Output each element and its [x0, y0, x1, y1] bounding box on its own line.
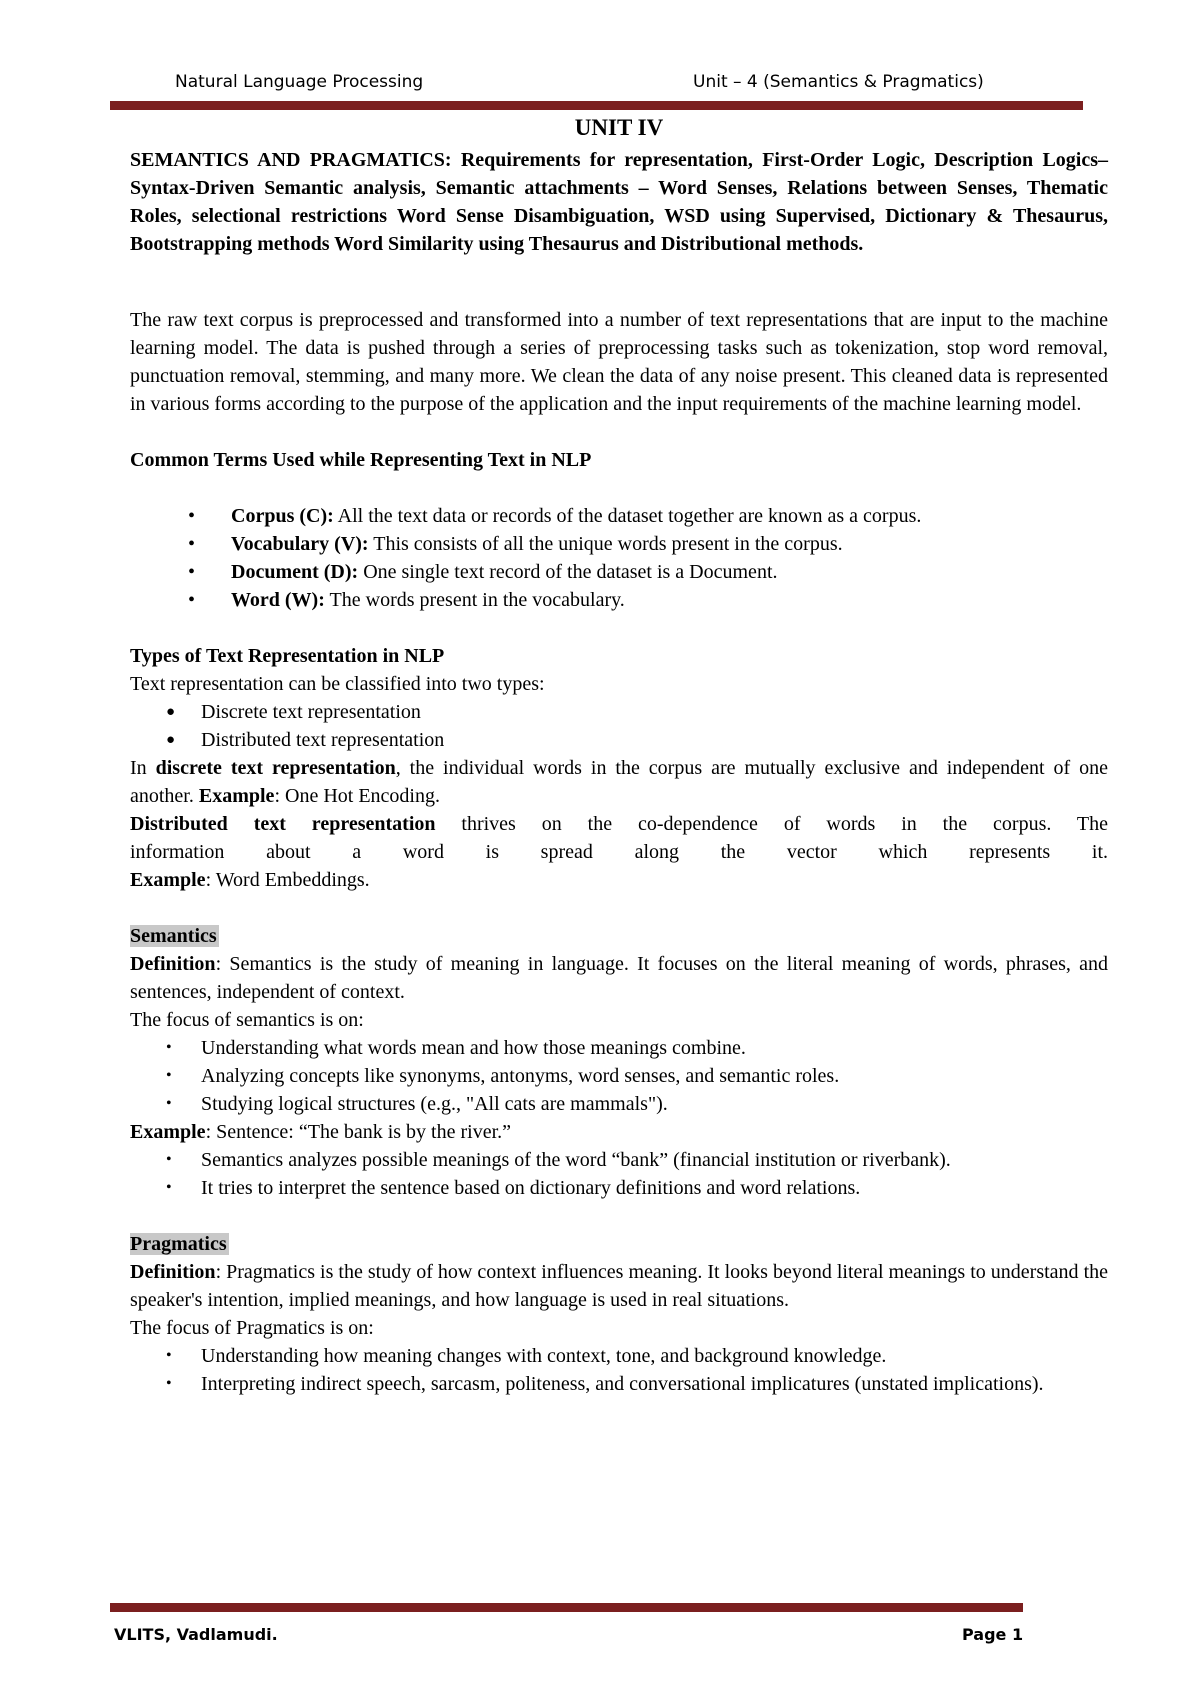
term-text: This consists of all the unique words present in the corpus.: [368, 533, 843, 555]
page-content: [130, 110, 1108, 1398]
pragmatics-focus-list: [130, 1342, 1108, 1398]
semantics-heading: Semantics: [130, 925, 217, 947]
list-item: • Understanding what words mean and how those meanings combine.: [130, 1034, 1108, 1062]
header-unit-title: Unit – 4 (Semantics & Pragmatics): [693, 72, 984, 92]
distributed-line-2: information about a word is spread along the vector which represents it.: [130, 841, 1108, 863]
semantics-focus-intro: The focus of semantics is on:: [130, 1009, 364, 1031]
list-item: [130, 586, 1108, 614]
list-item: • Analyzing concepts like synonyms, antonyms, word senses, and semantic roles.: [130, 1062, 1108, 1090]
common-terms-list: [130, 502, 1108, 614]
semantics-heading-row: [130, 922, 1108, 950]
semantics-example: Example: Sentence: “The bank is by the river.”: [130, 1121, 512, 1143]
semantics-definition: Definition: Semantics is the study of meaning in language. It focuses on the literal meaning of words, phrases, and sentences, independent of context.: [130, 953, 1108, 1003]
term-text: One single text record of the dataset is a Document.: [358, 561, 778, 583]
list-item: • It tries to interpret the sentence based on dictionary definitions and word relations.: [130, 1174, 1108, 1202]
types-list: [130, 698, 1108, 754]
header-rule: [110, 101, 1083, 110]
pragmatics-heading-row: [130, 1230, 1108, 1258]
list-item: [130, 558, 1108, 586]
distributed-example: Example: Word Embeddings.: [130, 869, 370, 891]
pragmatics-definition: Definition: Pragmatics is the study of how context influences meaning. It looks beyond literal meanings to understand the speaker's intention, implied meanings, and how language is used in real situations.: [130, 1261, 1108, 1311]
types-intro: Text representation can be classified into two types:: [130, 673, 545, 695]
semantics-example-list: [130, 1146, 1108, 1202]
list-item: ● Distributed text representation: [130, 726, 1108, 754]
common-terms-heading: Common Terms Used while Representing Text in NLP: [130, 449, 592, 471]
list-item: • Studying logical structures (e.g., "All cats are mammals").: [130, 1090, 1108, 1118]
list-item: ● Discrete text representation: [130, 698, 1108, 726]
term-label: Word (W):: [231, 589, 325, 611]
types-heading: Types of Text Representation in NLP: [130, 645, 445, 667]
list-item: • Understanding how meaning changes with context, tone, and background knowledge.: [130, 1342, 1108, 1370]
list-item: [130, 502, 1108, 530]
term-text: The words present in the vocabulary.: [324, 589, 625, 611]
distributed-line-1: Distributed text representation thrives on the co-dependence of words in the corpus. The: [130, 813, 1108, 835]
term-label: Corpus (C):: [231, 505, 334, 527]
footer-institution: VLITS, Vadlamudi.: [114, 1625, 278, 1644]
footer-rule: [110, 1603, 1023, 1612]
list-item: • Interpreting indirect speech, sarcasm, politeness, and conversational implicatures (unstated implications).: [130, 1370, 1108, 1398]
intro-paragraph: The raw text corpus is preprocessed and transformed into a number of text representations that are input to the machine learning model. The data is pushed through a series of preprocessing tasks such as tokenization, stop word removal, punctuation removal, stemming, and many more. We clean the data of any noise present. This cleaned data is represented in various forms according to the purpose of the application and the input requirements of the machine learning model.: [130, 309, 1108, 415]
term-label: Vocabulary (V):: [231, 533, 369, 555]
list-item: [130, 530, 1108, 558]
list-item: • Semantics analyzes possible meanings of the word “bank” (financial institution or riverbank).: [130, 1146, 1108, 1174]
pragmatics-focus-intro: The focus of Pragmatics is on:: [130, 1317, 374, 1339]
semantics-focus-list: [130, 1034, 1108, 1118]
term-text: All the text data or records of the dataset together are known as a corpus.: [333, 505, 922, 527]
discrete-paragraph: In discrete text representation, the individual words in the corpus are mutually exclusive and independent of one another. Example: One Hot Encoding.: [130, 757, 1108, 807]
term-label: Document (D):: [231, 561, 359, 583]
pragmatics-heading: Pragmatics: [130, 1233, 227, 1255]
unit-title: UNIT IV: [574, 115, 664, 140]
footer-page-number: Page 1: [962, 1625, 1024, 1644]
header-course-title: Natural Language Processing: [175, 72, 424, 92]
syllabus-paragraph: SEMANTICS AND PRAGMATICS: Requirements for representation, First-Order Logic, Description Logics– Syntax-Driven Semantic analysis, Semantic attachments – Word Senses, Relations between Senses, Thematic Roles, selectional restrictions Word Sense Disambiguation, WSD using Supervised, Dictionary & Thesaurus, Bootstrapping methods Word Similarity using Thesaurus and Distributional methods.: [130, 149, 1108, 255]
